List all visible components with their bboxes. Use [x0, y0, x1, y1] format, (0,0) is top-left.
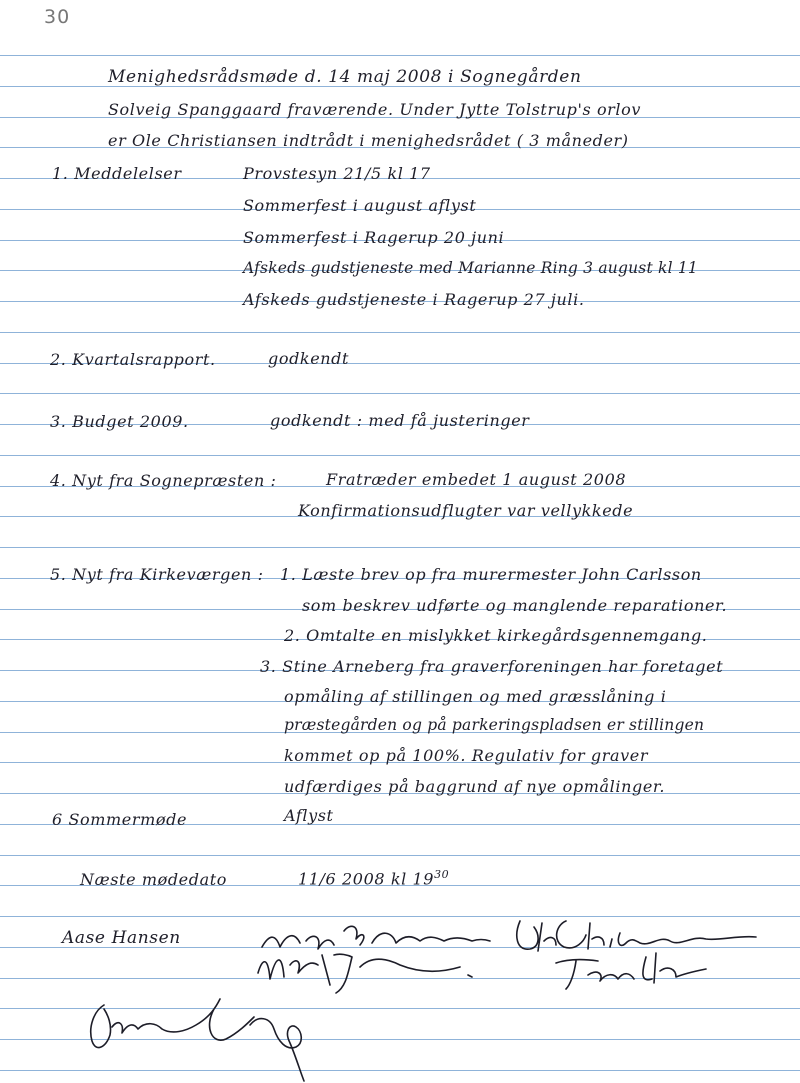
ruled-line	[0, 455, 800, 456]
ruled-line	[0, 547, 800, 548]
item-1-entry: Sommerfest i august aflyst	[243, 196, 477, 215]
page-number: 30	[44, 6, 71, 28]
signature-4	[556, 953, 706, 989]
printed-signature: Aase Hansen	[62, 928, 181, 948]
ruled-line	[0, 332, 800, 333]
signature-3	[517, 921, 756, 951]
attendance-note: Solveig Spanggaard fraværende. Under Jytte Tolstrup's orlov	[108, 100, 642, 119]
signature-2	[258, 954, 472, 993]
signature-5	[91, 999, 304, 1081]
item-5-entry: præstegården og på parkeringspladsen er stillingen	[284, 716, 705, 734]
item-5-entry: 2. Omtalte en mislykket kirkegårdsgennemgang.	[284, 626, 708, 645]
meeting-title: Menighedsrådsmøde d. 14 maj 2008 i Sognegården	[108, 67, 582, 87]
next-meeting-minutes: 30	[434, 868, 450, 881]
item-4-label: 4. Nyt fra Sognepræsten :	[50, 471, 277, 490]
signature-1	[262, 926, 490, 949]
item-5-entry: opmåling af stillingen og med græsslåning i	[284, 687, 667, 706]
item-1-entry: Afskeds gudstjeneste i Ragerup 27 juli.	[243, 290, 585, 309]
substitution-note: er Ole Christiansen indtrådt i menighedsrådet ( 3 måneder)	[108, 131, 629, 150]
next-meeting-value	[298, 868, 449, 888]
item-5-entry: 1. Læste brev op fra murermester John Carlsson	[280, 565, 702, 584]
next-meeting-date: 11/6 2008 kl 19	[298, 869, 435, 889]
item-1-label: 1. Meddelelser	[52, 164, 182, 183]
item-3-label: 3. Budget 2009.	[50, 412, 189, 431]
ruled-line	[0, 393, 800, 394]
item-2-value: godkendt	[268, 349, 350, 368]
item-1-entry: Afskeds gudstjeneste med Marianne Ring 3 august kl 11	[243, 259, 698, 277]
ruled-line	[0, 855, 800, 856]
item-5-entry: 3. Stine Arneberg fra graverforeningen har foretaget	[260, 657, 724, 676]
item-5-entry: udfærdiges på baggrund af nye opmålinger.	[284, 777, 666, 796]
item-1-entry: Sommerfest i Ragerup 20 juni	[243, 228, 505, 247]
item-1-entry: Provstesyn 21/5 kl 17	[243, 164, 431, 183]
item-5-label: 5. Nyt fra Kirkeværgen :	[50, 565, 264, 584]
next-meeting-label: Næste mødedato	[80, 870, 227, 889]
item-6-label: 6 Sommermøde	[52, 810, 188, 829]
ruled-line	[0, 55, 800, 56]
item-5-entry: som beskrev udførte og manglende reparationer.	[302, 596, 728, 615]
item-2-label: 2. Kvartalsrapport.	[50, 350, 216, 369]
handwritten-signatures	[0, 895, 800, 1083]
item-4-entry: Fratræder embedet 1 august 2008	[326, 470, 627, 489]
item-5-entry: kommet op på 100%. Regulativ for graver	[284, 746, 649, 765]
item-3-value: godkendt : med få justeringer	[270, 411, 530, 430]
item-4-entry: Konfirmationsudflugter var vellykkede	[298, 501, 634, 520]
item-6-value: Aflyst	[284, 806, 334, 825]
